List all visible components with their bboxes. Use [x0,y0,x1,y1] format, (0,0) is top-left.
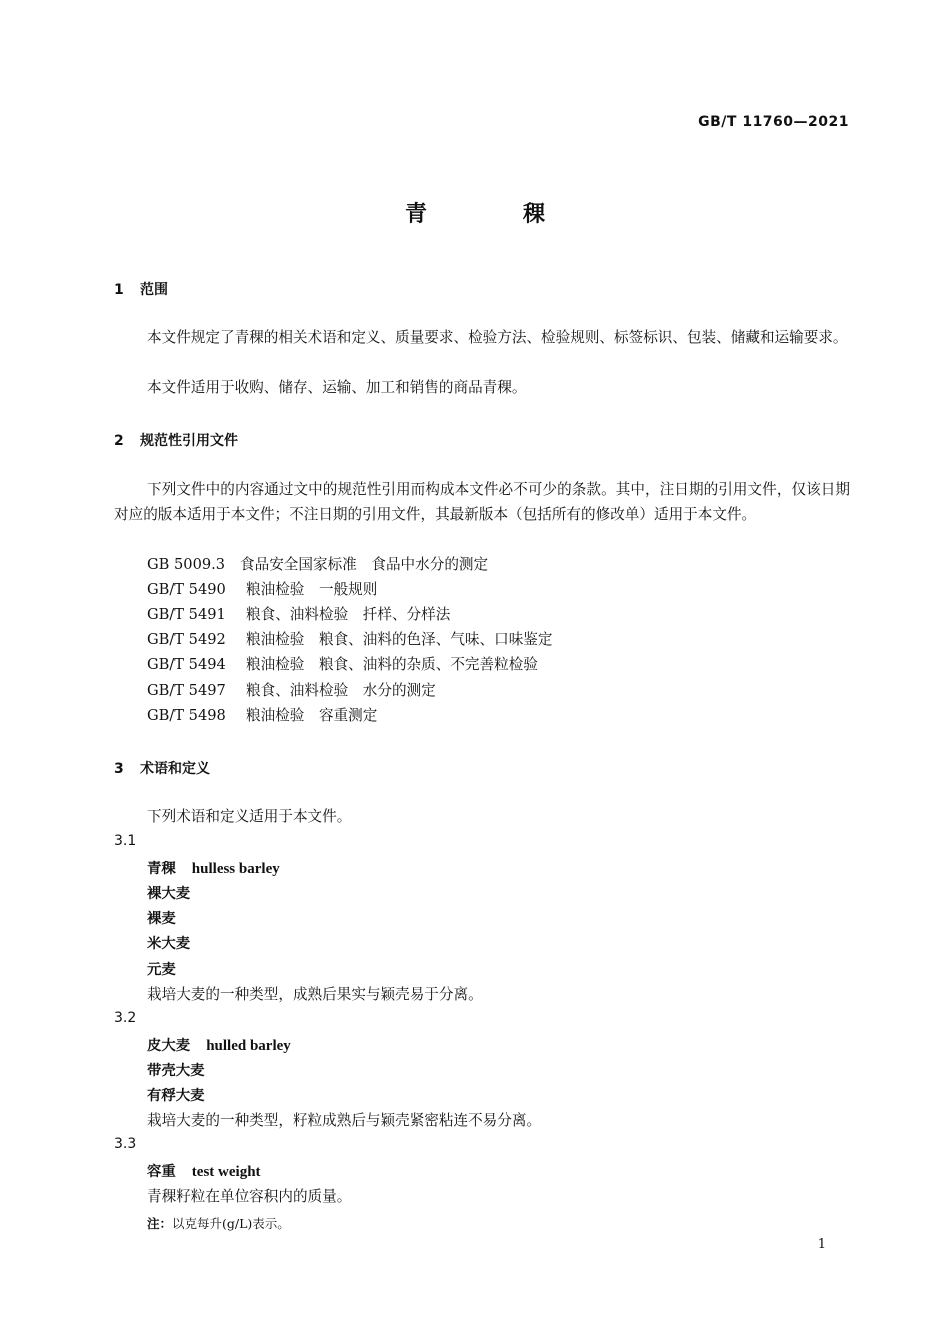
term-synonym: 有稃大麦 [147,1088,205,1104]
paragraph [114,477,850,527]
reference-item [147,553,488,574]
term-name: 容重 [147,1164,176,1180]
reference-title: 粮食、油料检验 扦样、分样法 [246,606,451,623]
reference-code: GB/T 5491 [147,606,226,623]
reference-code: GB/T 5490 [147,581,226,598]
term-synonym: 元麦 [147,962,176,978]
paragraph-text: 本文件适用于收购、储存、运输、加工和销售的商品青稞。 [147,379,527,396]
section-title: 范围 [140,282,168,298]
section-heading-scope [114,279,168,299]
term-entry [147,857,280,878]
term-definition: 栽培大麦的一种类型，籽粒成熟后与颖壳紧密粘连不易分离。 [147,1112,542,1129]
reference-item [147,603,450,624]
section-number: 1 [114,282,124,298]
reference-code: GB 5009.3 [147,556,226,573]
reference-code: GB/T 5498 [147,707,226,724]
reference-title: 粮油检验 粮食、油料的色泽、气味、口味鉴定 [246,631,553,648]
term-name: 皮大麦 [147,1038,191,1054]
reference-code: GB/T 5497 [147,682,226,699]
reference-item [147,704,377,725]
section-title: 术语和定义 [140,761,210,777]
standard-number: GB/T 11760—2021 [698,114,849,130]
paragraph-text: 本文件规定了青稞的相关术语和定义、质量要求、检验方法、检验规则、标签标识、包装、储藏和运输要求。 [147,329,848,346]
paragraph [114,325,850,350]
reference-item [147,679,436,700]
reference-code: GB/T 5494 [147,656,226,673]
title-char-1: 青 [404,202,427,227]
note [147,1214,290,1232]
section-heading-terms-definitions [114,758,210,778]
term-synonym: 米大麦 [147,936,191,952]
reference-title: 食品安全国家标准 食品中水分的测定 [240,556,489,573]
term-english: hulled barley [206,1038,291,1054]
reference-title: 粮油检验 一般规则 [246,581,378,598]
reference-title: 粮食、油料检验 水分的测定 [246,682,436,699]
term-synonym: 裸大麦 [147,886,191,902]
section-title: 规范性引用文件 [140,433,238,449]
reference-item [147,628,552,649]
reference-title: 粮油检验 容重测定 [246,707,378,724]
term-number: 3.1 [114,833,137,849]
term-definition: 青稞籽粒在单位容积内的质量。 [147,1188,352,1205]
term-entry [147,1034,291,1055]
term-number: 3.3 [114,1136,137,1152]
section-heading-normative-references [114,430,238,450]
paragraph [114,375,850,400]
reference-item [147,578,377,599]
term-synonym: 带壳大麦 [147,1063,205,1079]
term-english: hulless barley [191,861,280,877]
title-char-2: 稞 [523,202,546,227]
reference-code: GB/T 5492 [147,631,226,648]
section-number: 3 [114,761,124,777]
term-number: 3.2 [114,1010,137,1026]
term-entry [147,1160,261,1181]
document-title [0,197,950,228]
reference-title: 粮油检验 粮食、油料的杂质、不完善粒检验 [246,656,538,673]
page-number: 1 [817,1237,826,1252]
term-name: 青稞 [147,861,176,877]
reference-item [147,653,538,674]
term-synonym: 裸麦 [147,911,176,927]
note-label: 注： [147,1216,173,1231]
term-definition: 栽培大麦的一种类型，成熟后果实与颖壳易于分离。 [147,986,483,1003]
note-text: 以克每升(g/L)表示。 [172,1216,290,1231]
section-number: 2 [114,433,124,449]
term-english: test weight [191,1164,261,1180]
paragraph-text: 下列文件中的内容通过文中的规范性引用而构成本文件必不可少的条款。其中，注日期的引用文件，仅该日期对应的版本适用于本文件；不注日期的引用文件，其最新版本（包括所有的修改单）适用于本文件。 [114,481,850,523]
terms-intro: 下列术语和定义适用于本文件。 [147,808,352,825]
